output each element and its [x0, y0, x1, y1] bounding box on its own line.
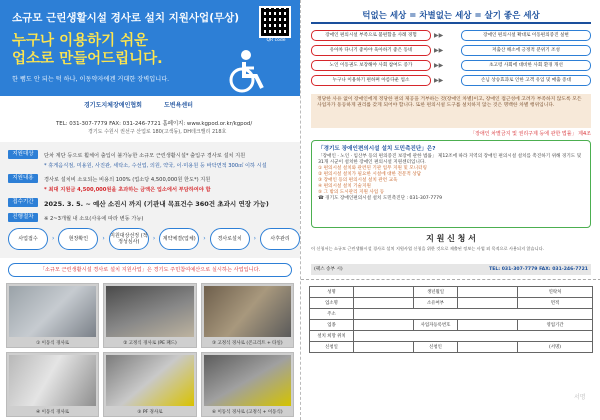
arrow-icon: › [52, 235, 55, 242]
comparison-left: 장애인 편의시설 부족으로 불편함을 사례 경험 [311, 30, 431, 41]
form-row [310, 320, 593, 331]
form-label: 주소 [310, 309, 354, 320]
text-target: 단차 계단 등으로 휠체어 출입이 불가능한 소규모 근린생활시설* 출입구 경사로 설치 지원 [44, 153, 246, 159]
photo-tile [103, 283, 196, 348]
text-content: 경사로 설치비 소요되는 비용의 100% (업소당 4,500,000원 한도*) 지원 [44, 177, 211, 183]
label-content: 지원내용 [8, 174, 38, 183]
label-period: 접수기간 [8, 198, 38, 207]
promotion-group-box [311, 140, 591, 228]
form-row [310, 287, 593, 298]
step-2: 현장확인 [58, 228, 98, 250]
box-item: ⑤ 그 밖의 도시관리 지원 사업 등 [318, 190, 385, 195]
box-footer: ☎ 경기도 장애인편의시설 설치 도민촉진단 : 031-307-7779 [318, 196, 443, 201]
logo-org1: 경기도지체장애인협회 [84, 102, 142, 109]
label-target: 지원대상 [8, 150, 38, 159]
photo-tile [6, 352, 99, 417]
ramp-photo [204, 355, 291, 406]
comparison-left: 누구나 이용하기 편하며 아름다운 업소 [311, 75, 431, 86]
arrow-icon: › [152, 235, 156, 242]
law-quote: 정당한 사유 없이 장애인에게 정당한 편의 제공을 거부하는 것(장애인 차별)이고, 장애인 접근성에 고려가 부족하지 않도록 모든 사업자가 동등하게 권리를 갖게 되어야 합니다. 또한 편의시설 도구를 설치하지 않는 것은 명백한 차별 행위입니다. [311, 94, 591, 128]
form-field[interactable] [458, 342, 518, 353]
photo-grid [6, 283, 294, 417]
ramp-photo [106, 355, 193, 406]
form-field[interactable] [354, 342, 414, 353]
comparison-right: 손님 상승효과로 인한 고객 유입 및 매출 증대 [461, 75, 591, 86]
right-panel [300, 0, 600, 420]
application-form-table [309, 286, 593, 353]
cut-line [301, 279, 600, 280]
arrow-icon: › [253, 235, 257, 242]
form-label: 신청인 [414, 342, 458, 353]
arrow-icon: › [102, 235, 105, 242]
wheelchair-icon [222, 48, 270, 94]
box-description: 「장애인 · 노인 · 임산부 등의 편의증진 보장에 관한 법률」 제12조에 따라 지역의 장애인 편의시설 설치를 촉진하기 위해 경기도 및 31개 시군이 설치한 장애인 편의시설 지원센터입니다. [318, 154, 582, 165]
form-label: 생년월일 [414, 287, 458, 298]
text-procedure: ※ 2~3개월 내 소요(사유에 따라 변동 가능) [44, 216, 144, 222]
form-row [310, 298, 593, 309]
photo-caption: ⑥ 이동식 경사로 (고정식 + 이동식) [212, 410, 283, 415]
comparison-right: 초고령 사회에 대비한 사회 환경 개선 [461, 60, 591, 71]
header-title: 소규모 근린생활시설 경사로 설치 지원사업(무상) [12, 12, 240, 24]
form-label: 영업기간 [518, 320, 593, 331]
comparison-left: 노인 이동권도 보장해야 사회 참여도 증가 [311, 60, 431, 71]
header-main-line2: 업소로 만들어드립니다. [12, 51, 163, 67]
arrow-icon: › [203, 235, 206, 242]
form-label: 면적 [518, 298, 593, 309]
address-line: 경기도 수원시 권선구 산업로 180(고색동), DH테크밸리 218호 [88, 129, 227, 135]
arrow-right-icon: ▶▶ [434, 77, 444, 84]
qr-code[interactable] [259, 6, 291, 38]
photo-caption: ③ 고정식 경사로 (콘크리트 + 타일) [212, 341, 283, 346]
form-row [310, 342, 593, 353]
text-target-note: * 휴게음식점, 미용원, 사진관, 세탁소, 수선업, 의원, 약국, 이·미용원 등 바닥면적 300㎡ 이하 시설 [44, 163, 267, 169]
photo-caption: ④ 이동식 경사로 [36, 410, 70, 415]
form-field[interactable] [354, 287, 414, 298]
header-main-line1: 누구나 이용하기 쉬운 [12, 33, 149, 49]
arrow-right-icon: ▶▶ [434, 62, 444, 69]
form-row [310, 309, 593, 320]
form-label: 업소명 [310, 298, 354, 309]
form-field[interactable] [458, 320, 518, 331]
budget-notice: 「소규모 근린생활시설 경사로 설치 지원사업」은 경기도 주민참여예산으로 실시하는 사업입니다. [8, 263, 292, 277]
form-label: 신청일 [310, 342, 354, 353]
arrow-right-icon: ▶▶ [434, 32, 444, 39]
form-label: 성명 [310, 287, 354, 298]
ramp-photo [204, 286, 291, 337]
box-item: ② 편의시설 설치가 필요한 시설에 대한 전문적 상담 [318, 172, 422, 177]
step-1: 사업접수 [8, 228, 48, 250]
box-item: ① 편의시설 설치와 관련된 기관 업무 지원 및 모니터링 [318, 166, 427, 171]
comparison-left: 유아차 다니기 좋아야 육아하기 좋은 동네 [311, 45, 431, 56]
logo-org2: 도변욕센터 [164, 102, 193, 109]
header-subtitle: 한 뼘도 안 되는 턱 하나, 이동약자에겐 거대한 장벽입니다. [12, 76, 170, 83]
form-label: 사업자등록번호 [414, 320, 458, 331]
comparison-row [311, 60, 591, 71]
step-3: 지원대상선정 (적정성심사) [109, 228, 149, 250]
text-period: 2025. 3. 5. ~ 예산 소진시 까지 (기관내 목표건수 360건 초과시 연장 가능) [44, 200, 269, 208]
contact-line: TEL: 031-307-7779 FAX: 031-246-7721 홈페이지: www.kgpod.or.kr/kgpod/ [56, 121, 253, 127]
form-label: 업종 [310, 320, 354, 331]
comparison-row [311, 75, 591, 86]
procedure-steps [8, 228, 300, 256]
ramp-photo [9, 286, 96, 337]
photo-tile [201, 352, 294, 417]
step-6: 사후관리 [260, 228, 300, 250]
signature-stamp: 서명 [574, 394, 586, 401]
box-item: ④ 편의시설 설치 기술지원 [318, 184, 371, 189]
arrow-right-icon: ▶▶ [434, 47, 444, 54]
photo-caption: ① 이동식 경사로 [36, 341, 70, 346]
comparison-list [311, 28, 591, 90]
slogan-title: 턱없는 세상 = 차별없는 세상 = 살기 좋은 세상 [311, 8, 591, 24]
qr-label: QR code [266, 38, 286, 43]
ramp-photo [9, 355, 96, 406]
text-content-note: * 최대 지원금 4,500,000원을 초과하는 금액은 업소에서 부담하여야 함 [44, 187, 211, 193]
form-bar-right: TEL: 031-307-7779 FAX: 031-246-7721 [489, 267, 588, 272]
ramp-photo [106, 286, 193, 337]
form-field[interactable] [354, 298, 414, 309]
photo-caption: ⑤ PF 경사로 [137, 410, 163, 415]
box-title: 「경기도 장애인편의시설 설치 도민촉진단」은? [318, 146, 436, 152]
form-field[interactable] [354, 320, 414, 331]
form-label: 연락처 [518, 287, 593, 298]
form-label: 소유여부 [414, 298, 458, 309]
photo-tile [201, 283, 294, 348]
header-banner [0, 0, 300, 96]
form-field[interactable] [354, 331, 593, 342]
form-field[interactable] [458, 287, 518, 298]
comparison-right: 장애인 편의시설 확대로 이동편의증진 실현 [461, 30, 591, 41]
form-contact-bar [311, 264, 591, 275]
form-row [310, 331, 593, 342]
header-main [12, 32, 163, 68]
form-field[interactable] [354, 309, 593, 320]
photo-caption: ② 고정식 경사로 (PE 패드) [123, 341, 177, 346]
box-item: ③ 장애인 등의 편의시설 설치 관련 교육 [318, 178, 398, 183]
form-field[interactable] [458, 298, 518, 309]
form-bar-left: (팩스 송부 시) [314, 267, 343, 272]
law-citation: 「장애인 차별금지 및 권리구제 등에 관한 법률」 제4조 [470, 131, 591, 137]
comparison-row [311, 30, 591, 41]
form-label: (서명) [518, 342, 593, 353]
comparison-right: 저출산 해소에 긍정적 분위기 조성 [461, 45, 591, 56]
photo-tile [6, 283, 99, 348]
label-procedure: 진행절차 [8, 213, 38, 222]
form-description: 이 신청서는 소규모 근린생활시설 경사로 설치 지원사업 신청을 위한 것으로 제출된 정보는 사업 외 목적으로 사용되지 않습니다. [311, 246, 544, 251]
step-5: 경사로설치 [210, 228, 250, 250]
comparison-row [311, 45, 591, 56]
photo-tile [103, 352, 196, 417]
form-label: 설치 희망 위치 [310, 331, 354, 342]
form-title: 지 원 신 청 서 [426, 234, 476, 243]
step-4: 계약체결(업체) [159, 228, 199, 250]
